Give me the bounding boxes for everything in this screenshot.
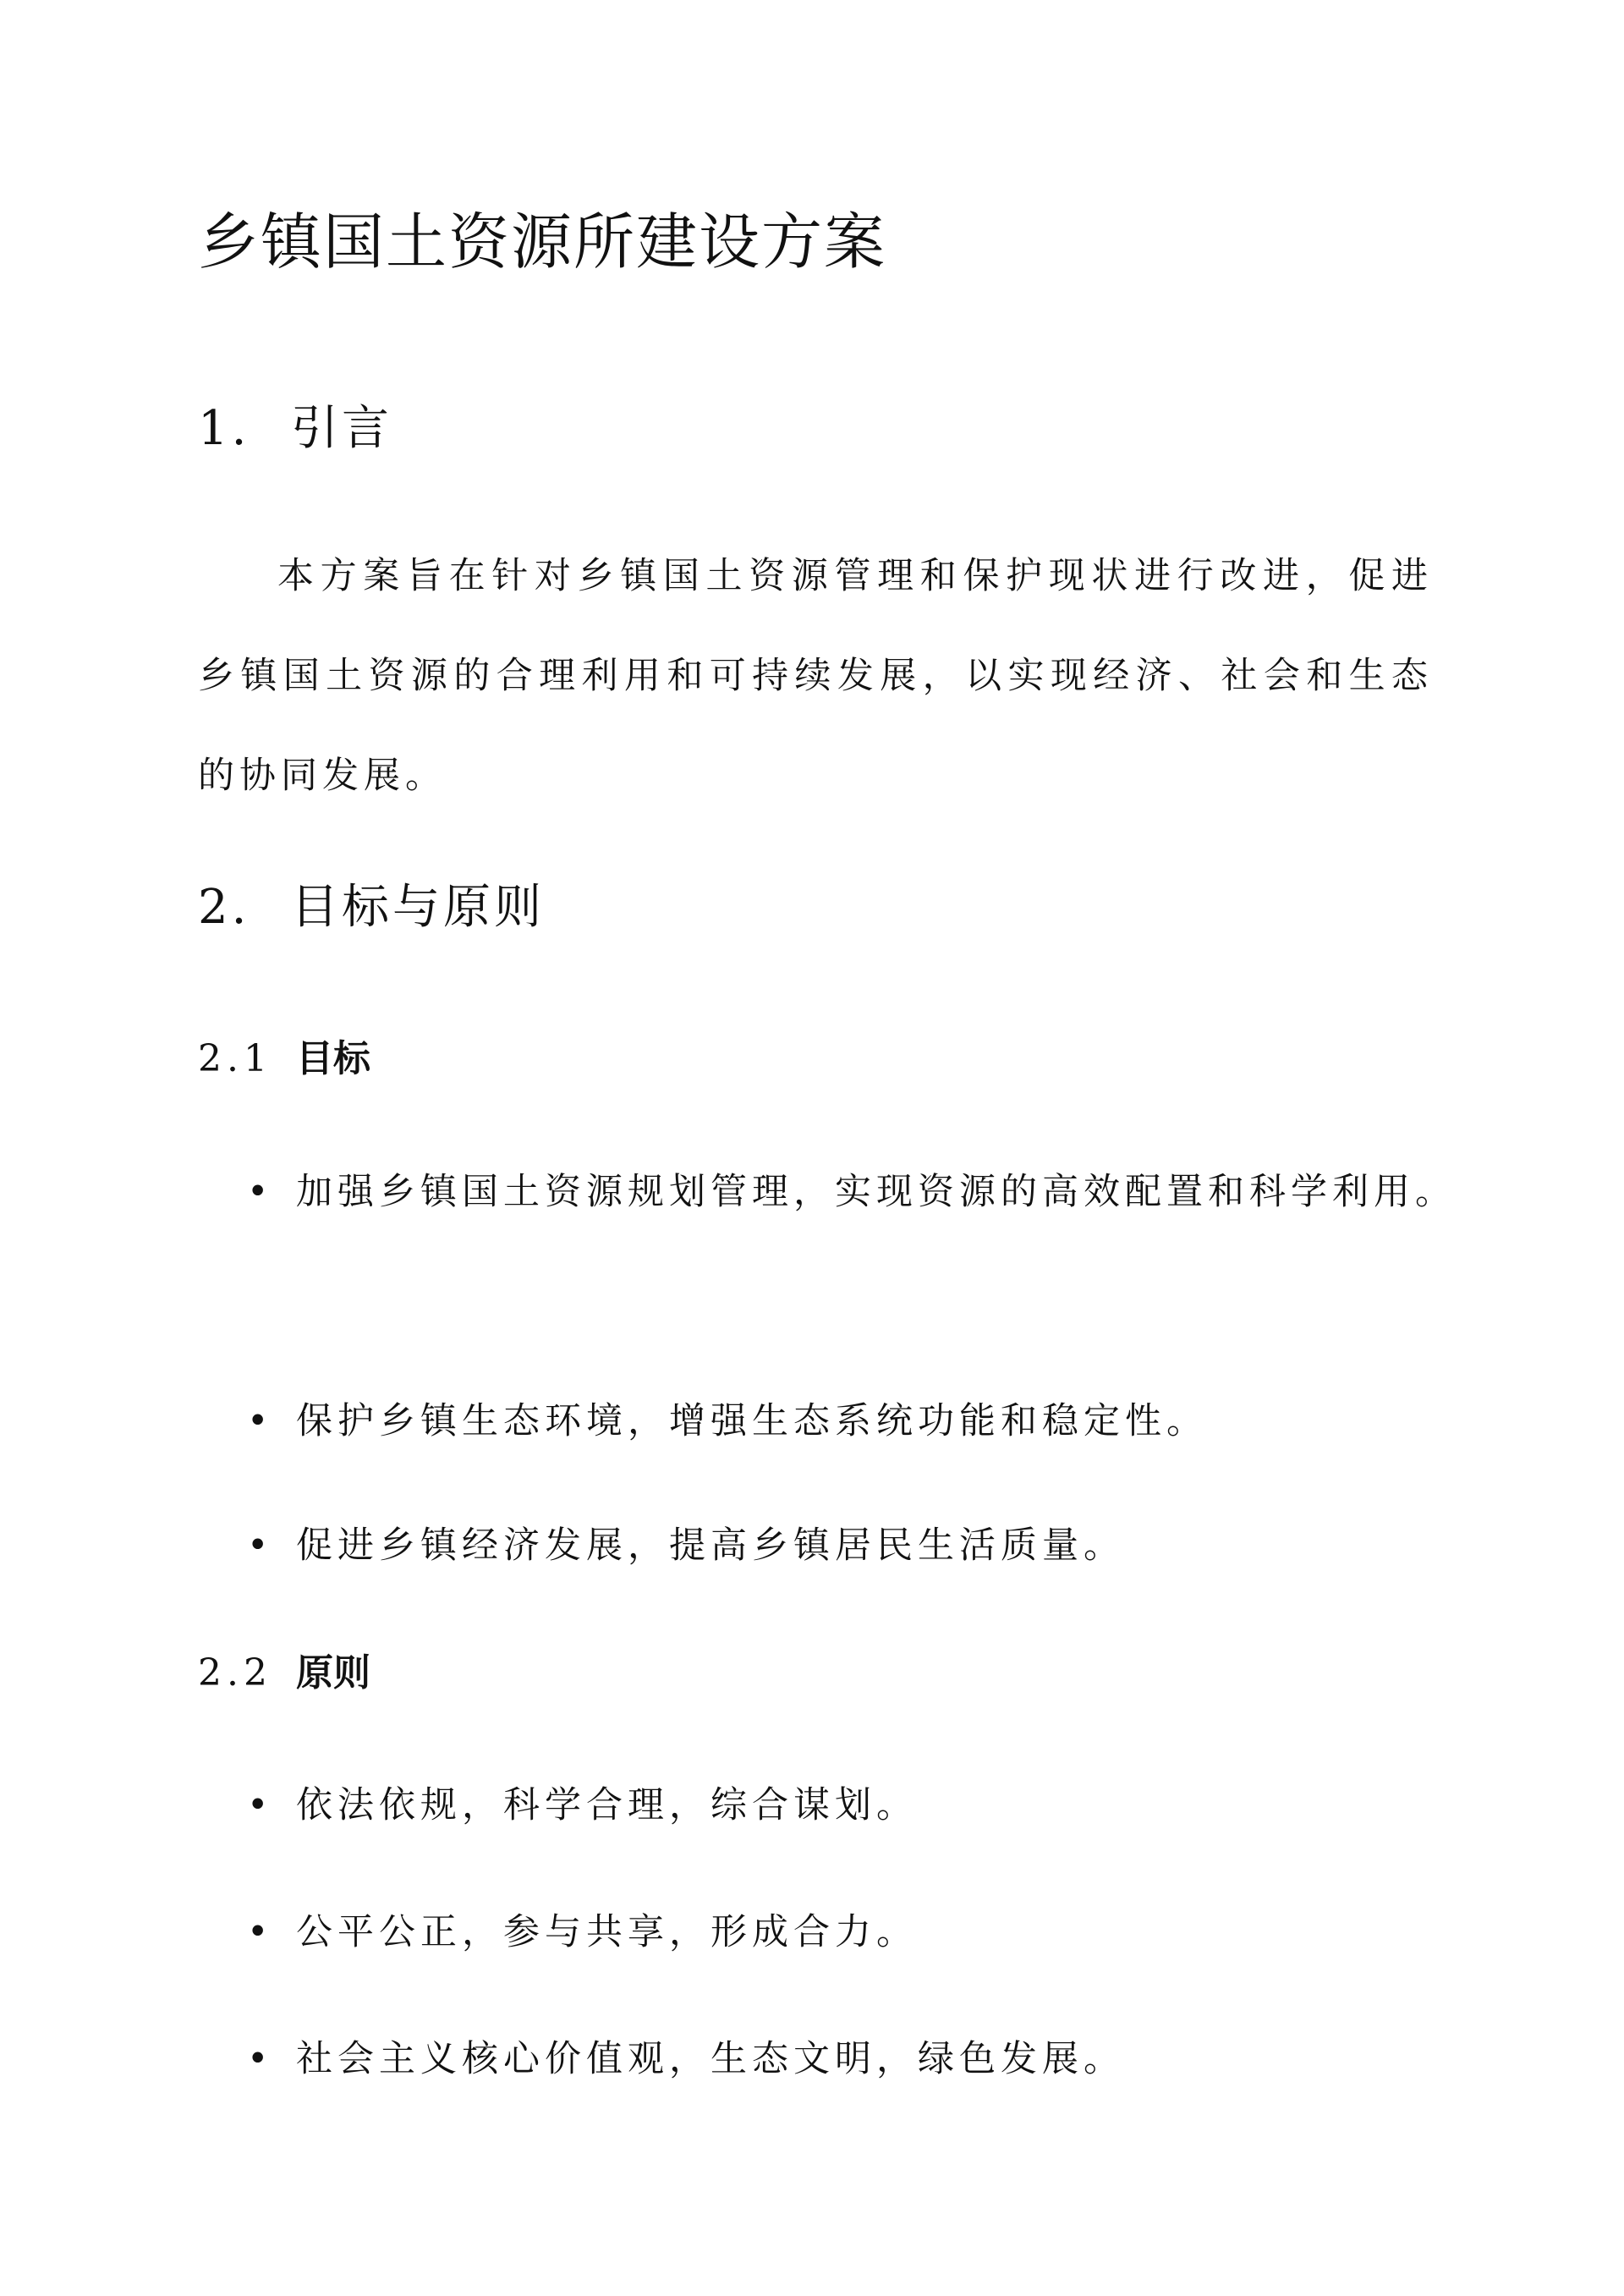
- goal-item-3: [245, 1496, 1472, 1596]
- goal-item-2: [245, 1371, 1472, 1471]
- section-1-title: 引言: [291, 401, 392, 456]
- principle-item-text: 社会主义核心价值观，生态文明，绿色发展。: [296, 2038, 1125, 2080]
- goal-item-text: 加强乡镇国土资源规划管理，实现资源的高效配置和科学利用。: [296, 1171, 1457, 1213]
- subsection-2-2-title: 原则: [296, 1651, 370, 1695]
- principle-item-text: 依法依规，科学合理，综合谋划。: [296, 1784, 918, 1826]
- subsection-2-2-heading: [198, 1648, 370, 1699]
- goal-item-text: 保护乡镇生态环境，增强生态系统功能和稳定性。: [296, 1400, 1208, 1442]
- section-2-heading: [198, 878, 545, 937]
- goal-item-text: 促进乡镇经济发展，提高乡镇居民生活质量。: [296, 1524, 1125, 1567]
- section-2-title: 目标与原则: [291, 880, 545, 935]
- intro-paragraph: 本方案旨在针对乡镇国土资源管理和保护现状进行改进，促进乡镇国土资源的合理利用和可持续发展，以实现经济、社会和生态的协同发展。: [198, 555, 1433, 797]
- bullet-icon: •: [247, 2038, 274, 2080]
- document-title: 乡镇国土资源所建设方案: [198, 206, 887, 277]
- goal-item-1: [245, 1142, 1472, 1242]
- bullet-icon: •: [247, 1400, 274, 1442]
- bullet-icon: •: [247, 1524, 274, 1567]
- section-1-heading: [198, 399, 392, 459]
- principle-item-2: [245, 1882, 1472, 1982]
- principle-item-text: 公平公正，参与共享，形成合力。: [296, 1911, 918, 1953]
- principle-item-3: [245, 2009, 1472, 2109]
- bullet-icon: •: [247, 1911, 274, 1953]
- section-2-number: 2.: [198, 880, 250, 935]
- subsection-2-2-number: 2.2: [198, 1651, 272, 1695]
- bullet-icon: •: [247, 1171, 274, 1213]
- subsection-2-1-title: 目标: [296, 1037, 370, 1080]
- subsection-2-1-heading: [198, 1034, 370, 1085]
- section-1-number: 1.: [198, 401, 250, 456]
- principle-item-1: [245, 1755, 1472, 1855]
- bullet-icon: •: [247, 1784, 274, 1826]
- subsection-2-1-number: 2.1: [198, 1037, 272, 1080]
